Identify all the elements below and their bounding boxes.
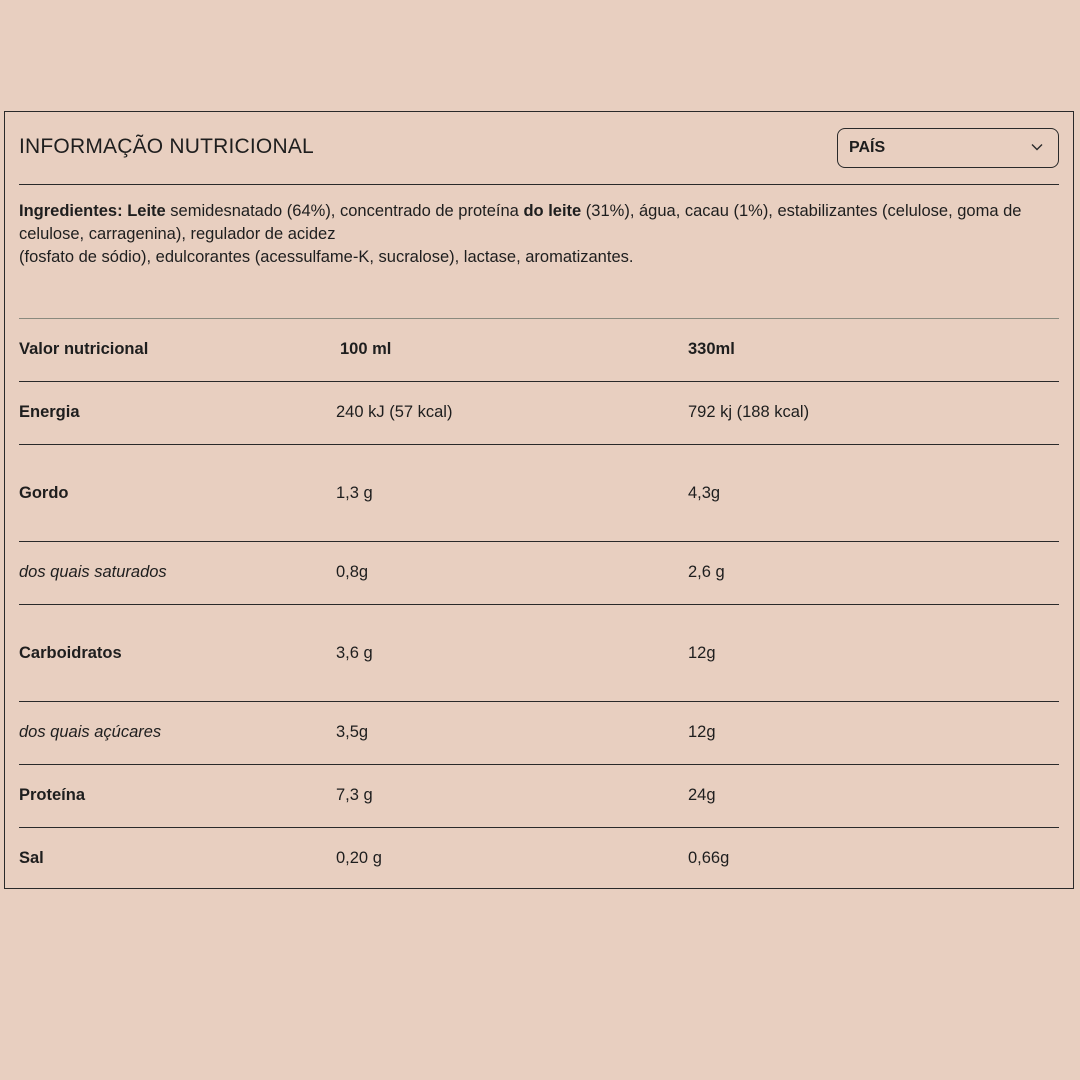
country-select[interactable]: [837, 128, 1059, 168]
ingredients-segment: do leite: [523, 202, 582, 220]
table-header-row: [19, 319, 1059, 382]
nutrition-panel: [4, 111, 1074, 889]
chevron-down-icon: [1030, 140, 1044, 154]
nutrient-name: dos quais saturados: [19, 563, 167, 581]
table-row-proteina: [19, 765, 1059, 828]
title-divider: [19, 184, 1059, 185]
value-per-330ml: 4,3g: [688, 484, 721, 502]
value-per-330ml: 792 kj (188 kcal): [688, 403, 810, 421]
value-per-330ml: 12g: [688, 723, 716, 741]
value-per-100ml: 240 kJ (57 kcal): [336, 403, 453, 421]
header-per-330ml: 330ml: [688, 340, 735, 358]
table-row-sal: [19, 828, 1059, 891]
value-per-100ml: 0,20 g: [336, 849, 382, 867]
nutrient-name: Gordo: [19, 484, 69, 502]
panel-title: INFORMAÇÃO NUTRICIONAL: [19, 135, 314, 158]
table-row-acucares: [19, 702, 1059, 765]
table-row-energia: [19, 382, 1059, 445]
nutrition-table: [19, 319, 1059, 891]
nutrient-name: Proteína: [19, 786, 86, 804]
nutrient-name: Energia: [19, 403, 80, 421]
nutrient-name: dos quais açúcares: [19, 723, 162, 741]
ingredients-paragraph: [19, 200, 1039, 246]
table-row-gordo: [19, 445, 1059, 542]
table-row-carboidratos: [19, 605, 1059, 702]
header-nutrient: Valor nutricional: [19, 340, 149, 358]
ingredients-line-2: (fosfato de sódio), edulcorantes (acessulfame-K, sucralose), lactase, aromatizantes.: [19, 248, 634, 266]
value-per-330ml: 12g: [688, 644, 716, 662]
value-per-100ml: 0,8g: [336, 563, 369, 581]
value-per-100ml: 7,3 g: [336, 786, 373, 804]
ingredients-text: [19, 200, 1039, 269]
value-per-330ml: 0,66g: [688, 849, 730, 867]
value-per-330ml: 24g: [688, 786, 716, 804]
value-per-100ml: 1,3 g: [336, 484, 373, 502]
value-per-330ml: 2,6 g: [688, 563, 725, 581]
nutrient-name: Carboidratos: [19, 644, 122, 662]
value-per-100ml: 3,6 g: [336, 644, 373, 662]
nutrient-name: Sal: [19, 849, 44, 867]
ingredients-label: Ingredientes:: [19, 202, 123, 220]
table-row-saturados: [19, 542, 1059, 605]
country-select-label: PAÍS: [849, 139, 886, 156]
ingredients-segment: (31%), água, cacau (1%), estabilizantes (celulose, goma de celulose, carragenina), regulador de acidez: [19, 202, 1022, 243]
value-per-100ml: 3,5g: [336, 723, 369, 741]
header-per-100ml: 100 ml: [340, 340, 392, 358]
ingredients-segment: semidesnatado (64%), concentrado de proteína: [165, 202, 524, 220]
ingredients-segment: Leite: [127, 202, 166, 220]
